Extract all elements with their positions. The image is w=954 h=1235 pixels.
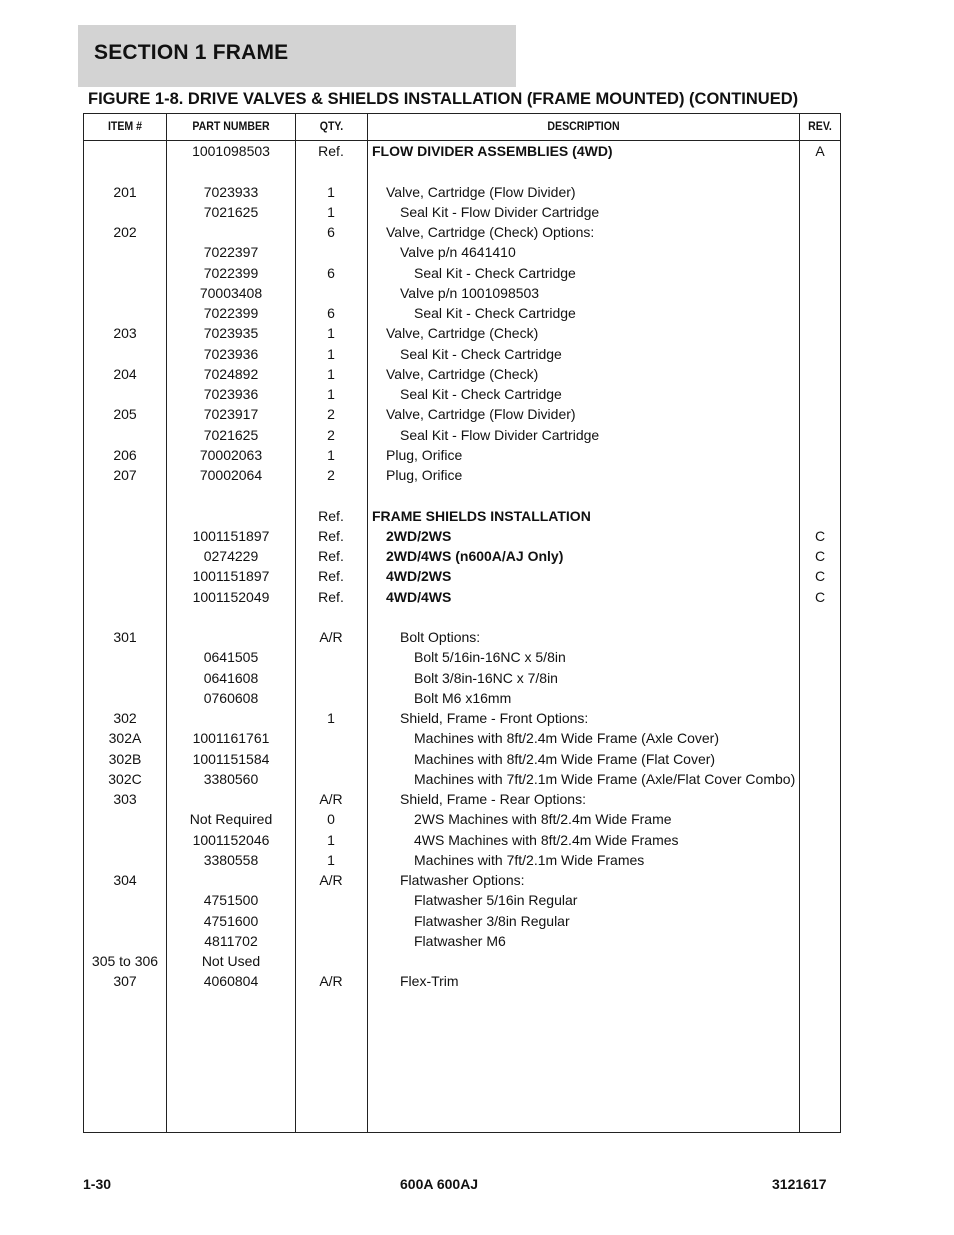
table-row (84, 809, 840, 829)
part-number: 4751500 (203, 892, 259, 909)
description: Valve p/n 4641410 (400, 244, 516, 261)
part-number: 0274229 (203, 548, 259, 564)
part-number: 1001151584 (192, 750, 270, 767)
description: Flex-Trim (400, 973, 459, 990)
part-number: 1001098503 (192, 143, 270, 159)
item-number: 302 (113, 710, 137, 726)
item-number: 302A (108, 730, 142, 747)
quantity: 1 (327, 710, 335, 726)
part-number: 1001151897 (192, 527, 270, 544)
description: Plug, Orifice (386, 467, 463, 483)
part-number: 1001152046 (192, 831, 270, 848)
revision: C (814, 548, 826, 564)
table-row (84, 627, 840, 647)
table-row (84, 931, 840, 951)
table-row (84, 425, 840, 445)
quantity: 2 (327, 467, 335, 483)
table-row (84, 242, 840, 262)
quantity: 1 (327, 325, 335, 342)
description: Valve, Cartridge (Check) (386, 325, 539, 342)
item-number: 305 to 306 (91, 953, 159, 969)
table-row (84, 830, 840, 850)
quantity: Ref. (318, 527, 344, 544)
table-row (84, 668, 840, 688)
description: Shield, Frame - Rear Options: (400, 791, 586, 807)
table-row (84, 566, 840, 586)
page-number: 1-30 (83, 1176, 112, 1192)
quantity: 6 (327, 264, 335, 281)
item-number: 302C (108, 770, 142, 787)
part-number: 4751600 (203, 912, 259, 929)
description: Bolt 3/8in-16NC x 7/8in (414, 669, 558, 686)
part-number: 4060804 (203, 973, 259, 990)
description: Seal Kit - Flow Divider Cartridge (400, 426, 600, 443)
quantity: Ref. (318, 507, 344, 524)
section-title: SECTION 1 FRAME (94, 41, 289, 64)
item-number: 303 (113, 791, 137, 807)
item-number: 301 (113, 629, 137, 645)
table-row (84, 769, 840, 789)
item-number: 202 (113, 224, 137, 240)
table-row (84, 303, 840, 323)
table-row (84, 911, 840, 931)
table-row (84, 708, 840, 728)
table-row (84, 850, 840, 870)
description: Plug, Orifice (386, 446, 463, 463)
part-number: Not Required (189, 811, 273, 828)
description: Shield, Frame - Front Options: (400, 710, 589, 726)
part-number: 4811702 (204, 932, 258, 949)
description: Seal Kit - Check Cartridge (414, 305, 576, 321)
part-number: 7023935 (203, 325, 259, 342)
description: Bolt 5/16in-16NC x 5/8in (414, 649, 566, 666)
table-row (84, 526, 840, 546)
item-number: 307 (113, 973, 137, 990)
quantity: Ref. (318, 143, 344, 159)
table-row (84, 485, 840, 505)
description: Bolt M6 x16mm (414, 689, 512, 706)
table-row (84, 465, 840, 485)
part-number: 1001151897 (192, 568, 270, 585)
table-row (84, 607, 840, 627)
description: Valve, Cartridge (Flow Divider) (386, 183, 576, 200)
quantity: Ref. (318, 548, 344, 564)
part-number: 0760608 (203, 689, 259, 706)
table-row (84, 951, 840, 971)
quantity: 1 (327, 831, 335, 848)
item-number: 304 (113, 872, 137, 888)
quantity: 1 (327, 183, 335, 200)
table-row (84, 870, 840, 890)
header-part-number: PART NUMBER (192, 119, 270, 133)
table-row (84, 688, 840, 708)
description: Valve, Cartridge (Check) (386, 365, 539, 382)
description: Machines with 7ft/2.1m Wide Frame (Axle/Flat Cover Combo) (414, 770, 796, 787)
part-number: 0641608 (203, 669, 259, 686)
table-row (84, 749, 840, 769)
description: Valve p/n 1001098503 (400, 284, 540, 301)
table-row (84, 222, 840, 242)
item-number: 203 (113, 325, 137, 342)
quantity: A/R (319, 872, 343, 888)
table-row (84, 283, 840, 303)
table-row (84, 202, 840, 222)
part-number: 70002064 (199, 467, 263, 483)
revision: C (814, 568, 826, 585)
quantity: 1 (327, 851, 335, 868)
part-number: 7023917 (203, 406, 259, 423)
description: Flatwasher 5/16in Regular (414, 892, 578, 909)
description: Valve, Cartridge (Check) Options: (386, 224, 595, 240)
quantity: 1 (327, 446, 335, 463)
part-number: 70003408 (199, 284, 263, 301)
part-number: 7024892 (203, 365, 259, 382)
part-number: 7022399 (203, 264, 259, 281)
revision: C (814, 527, 826, 544)
part-number: 3380560 (203, 770, 259, 787)
table-row (84, 263, 840, 283)
quantity: 2 (327, 406, 335, 423)
quantity: 2 (327, 426, 335, 443)
description: Flatwasher 3/8in Regular (414, 912, 570, 929)
description: Flatwasher Options: (400, 872, 525, 888)
quantity: A/R (319, 629, 343, 645)
section-banner (78, 25, 516, 87)
item-number: 207 (113, 467, 137, 483)
description: Machines with 8ft/2.4m Wide Frame (Axle Cover) (414, 730, 719, 747)
table-row (84, 789, 840, 809)
quantity: 1 (327, 345, 335, 362)
header-item: ITEM # (107, 119, 143, 133)
revision: C (814, 588, 826, 605)
item-number: 206 (113, 446, 137, 463)
table-row (84, 364, 840, 384)
table-header (84, 114, 840, 141)
model-name: 600A 600AJ (400, 1176, 479, 1192)
item-number: 205 (113, 406, 137, 423)
quantity: 6 (327, 305, 335, 321)
document-number: 3121617 (772, 1176, 827, 1192)
description: Machines with 8ft/2.4m Wide Frame (Flat Cover) (414, 750, 716, 767)
revision: A (815, 143, 825, 159)
table-row (84, 344, 840, 364)
table-row (84, 546, 840, 566)
table-row (84, 445, 840, 465)
description: 2WD/2WS (386, 527, 452, 544)
item-number: 302B (108, 750, 142, 767)
description: Bolt Options: (400, 629, 481, 645)
table-body (84, 141, 840, 992)
part-number: 7023936 (203, 345, 259, 362)
description: Seal Kit - Check Cartridge (400, 386, 562, 402)
quantity: 1 (327, 203, 335, 220)
quantity: 0 (327, 811, 335, 828)
description: Valve, Cartridge (Flow Divider) (386, 406, 576, 423)
description: Machines with 7ft/2.1m Wide Frames (414, 851, 645, 868)
table-row (84, 647, 840, 667)
table-row (84, 182, 840, 202)
table-row (84, 384, 840, 404)
description: 4WD/2WS (386, 568, 452, 585)
table-row (84, 890, 840, 910)
quantity: 1 (327, 365, 335, 382)
table-row (84, 971, 840, 991)
description: Seal Kit - Check Cartridge (400, 345, 562, 362)
part-number: 0641505 (203, 649, 259, 666)
quantity: Ref. (318, 568, 344, 585)
table-row (84, 728, 840, 748)
quantity: A/R (319, 973, 343, 990)
description: 2WS Machines with 8ft/2.4m Wide Frame (414, 811, 672, 828)
header-qty: QTY. (319, 119, 344, 133)
item-number: 204 (113, 365, 137, 382)
table-row (84, 506, 840, 526)
description: Seal Kit - Check Cartridge (414, 264, 576, 281)
parts-table (83, 113, 841, 1133)
part-number: 70002063 (199, 446, 263, 463)
quantity: 1 (327, 386, 335, 402)
description: Seal Kit - Flow Divider Cartridge (400, 203, 600, 220)
part-number: 1001152049 (192, 588, 270, 605)
part-number: 3380558 (203, 851, 259, 868)
item-number: 201 (113, 183, 137, 200)
description: FRAME SHIELDS INSTALLATION (372, 507, 591, 524)
header-description: DESCRIPTION (547, 119, 620, 133)
table-row (84, 323, 840, 343)
header-rev: REV. (808, 119, 832, 133)
description: Flatwasher M6 (414, 932, 506, 949)
part-number: 7023933 (203, 183, 259, 200)
table-row (84, 141, 840, 161)
part-number: 7021625 (203, 203, 259, 220)
quantity: 6 (327, 224, 335, 240)
description: 4WS Machines with 8ft/2.4m Wide Frames (414, 831, 679, 848)
part-number: Not Used (201, 953, 261, 969)
table-row (84, 587, 840, 607)
quantity: Ref. (318, 588, 344, 605)
part-number: 7021625 (203, 426, 259, 443)
table-row (84, 404, 840, 424)
description: 4WD/4WS (386, 588, 452, 605)
figure-title: FIGURE 1-8. DRIVE VALVES & SHIELDS INSTALLATION (FRAME MOUNTED) (CONTINUED) (88, 90, 799, 108)
part-number: 7022399 (203, 305, 259, 321)
quantity: A/R (319, 791, 343, 807)
description: FLOW DIVIDER ASSEMBLIES (4WD) (372, 143, 613, 159)
table-row (84, 161, 840, 181)
part-number: 7023936 (203, 386, 259, 402)
description: 2WD/4WS (n600A/AJ Only) (386, 548, 564, 564)
part-number: 7022397 (203, 244, 259, 261)
part-number: 1001161761 (192, 730, 270, 747)
